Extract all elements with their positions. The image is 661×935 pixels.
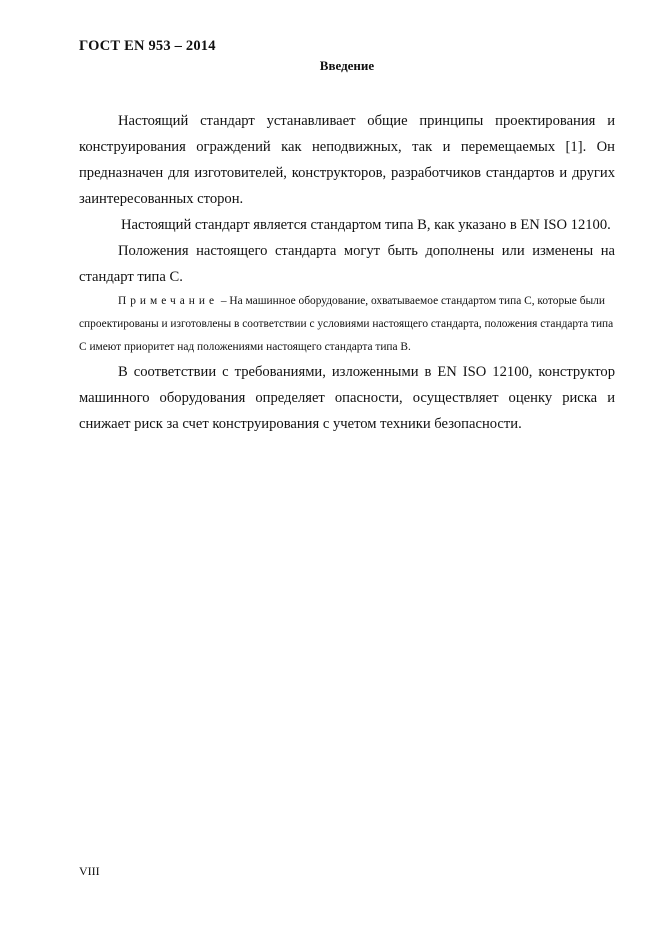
note-dash: –	[218, 295, 230, 307]
paragraph-scope: Настоящий стандарт устанавливает общие принципы проектирования и конструирования ограждений как неподвижных, так и перемещаемых [1]. Он предназначен для изготовителей, конструкторов, разработчиков стандартов и других заинтересованных сторон.	[79, 113, 615, 207]
note-block	[79, 290, 615, 359]
page-number: VIII	[79, 864, 100, 878]
section-title: Введение	[319, 58, 375, 73]
note-label: Примечание	[118, 295, 219, 307]
note-text: На машинное оборудование, охватываемое стандартом типа С, которые были спроектированы и изготовлены в соответствии с условиями настоящего стандарта, положения стандарта типа С имеют приоритет над положениями настоящего стандарта типа В.	[79, 295, 614, 353]
paragraph-standard-type: Настоящий стандарт является стандартом типа В, как указано в EN ISO 12100.	[121, 217, 611, 233]
document-body	[79, 108, 615, 437]
paragraph-risk-assessment: В соответствии с требованиями, изложенными в EN ISO 12100, конструктор машинного оборудования определяет опасности, осуществляет оценку риска и снижает риск за счет конструирования с учетом техники безопасности.	[79, 364, 615, 432]
document-code-header: ГОСТ EN 953 – 2014	[79, 38, 216, 54]
paragraph-amendments: Положения настоящего стандарта могут быть дополнены или изменены на стандарт типа С.	[79, 243, 615, 285]
